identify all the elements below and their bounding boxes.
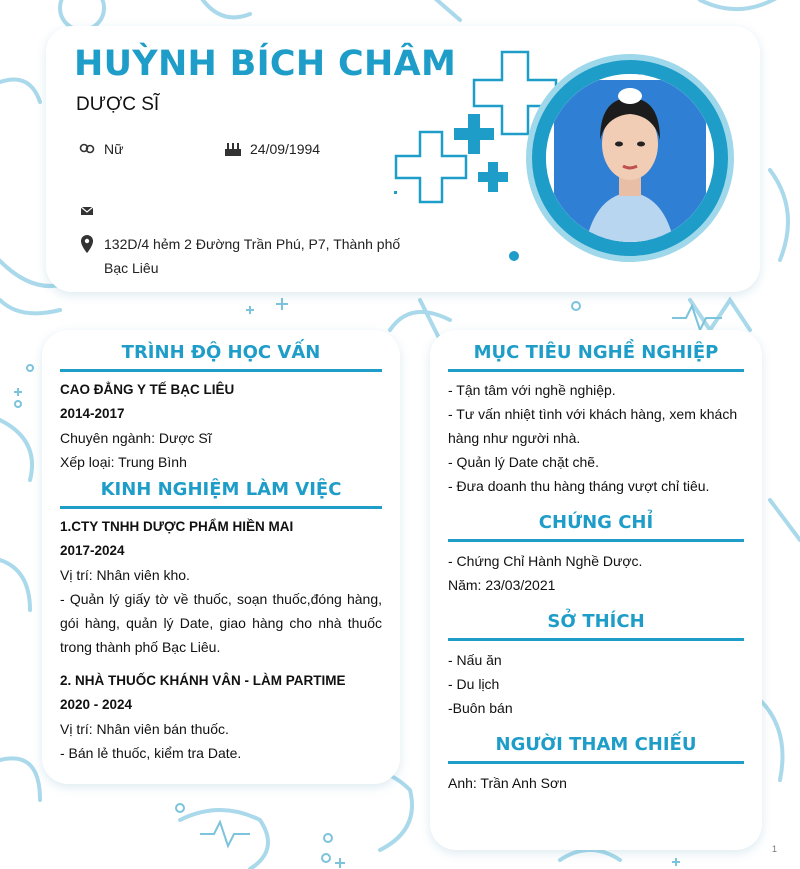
job-2-company: 2. NHÀ THUỐC KHÁNH VÂN - LÀM PARTIME xyxy=(60,673,346,688)
page-number: 1 xyxy=(772,844,778,854)
references-title: NGƯỜI THAM CHIẾU xyxy=(448,734,744,764)
profile-photo xyxy=(546,74,714,242)
education-title: TRÌNH ĐỘ HỌC VẤN xyxy=(60,342,382,372)
address-line-2: Bạc Liêu xyxy=(104,260,159,276)
job-1-description: - Quản lý giấy tờ về thuốc, soạn thuốc,đóng hàng, gói hàng, quản lý Date, giao hàng cho nhà thuốc trong thành phố Bạc Liêu. xyxy=(60,591,382,655)
job-2-position: Vị trí: Nhân viên bán thuốc. xyxy=(60,721,229,737)
objective-title: MỤC TIÊU NGHỀ NGHIỆP xyxy=(448,342,744,372)
job-1-position: Vị trí: Nhân viên kho. xyxy=(60,567,190,583)
candidate-name: HUỲNH BÍCH CHÂM xyxy=(74,44,457,84)
objective-item: - Quản lý Date chặt chẽ. xyxy=(448,454,599,470)
certificate-item: Năm: 23/03/2021 xyxy=(448,577,556,593)
certificates-title: CHỨNG CHỈ xyxy=(448,512,744,542)
location-pin-icon xyxy=(78,235,96,253)
job-title: DƯỢC SĨ xyxy=(76,94,160,115)
cake-icon xyxy=(224,140,242,158)
objective-item: - Tư vấn nhiệt tình với khách hàng, xem khách hàng như người nhà. xyxy=(448,406,738,446)
address-line-1: 132D/4 hẻm 2 Đường Trần Phú, P7, Thành phố xyxy=(104,236,401,252)
birth-date-row xyxy=(224,140,320,158)
right-column-card xyxy=(430,330,762,850)
job-2-description: - Bán lẻ thuốc, kiểm tra Date. xyxy=(60,745,242,761)
gender-icon xyxy=(78,140,96,158)
hobby-item: - Du lịch xyxy=(448,676,500,692)
hobby-item: -Buôn bán xyxy=(448,700,513,716)
email-row xyxy=(78,202,104,220)
reference-item: Anh: Trần Anh Sơn xyxy=(448,775,567,791)
address-row xyxy=(78,232,408,280)
objective-item: - Đưa doanh thu hàng tháng vượt chỉ tiêu. xyxy=(448,478,710,494)
education-school: CAO ĐẲNG Y TẾ BẠC LIÊU xyxy=(60,382,235,397)
job-1-company: 1.CTY TNHH DƯỢC PHẨM HIỀN MAI xyxy=(60,519,294,534)
left-column-card xyxy=(42,330,400,784)
certificate-item: - Chứng Chỉ Hành Nghề Dược. xyxy=(448,553,643,569)
profile-photo-frame xyxy=(526,54,734,262)
header-card xyxy=(46,26,760,292)
experience-title: KINH NGHIỆM LÀM VIỆC xyxy=(60,479,382,509)
gender-value: Nữ xyxy=(104,141,124,157)
birth-date-value: 24/09/1994 xyxy=(250,141,321,157)
job-1-years: 2017-2024 xyxy=(60,543,125,558)
education-grade: Xếp loại: Trung Bình xyxy=(60,454,187,470)
hobbies-title: SỞ THÍCH xyxy=(448,611,744,641)
objective-item: - Tận tâm với nghề nghiệp. xyxy=(448,382,616,398)
job-2-years: 2020 - 2024 xyxy=(60,697,133,712)
hobby-item: - Nấu ăn xyxy=(448,652,502,668)
education-major: Chuyên ngành: Dược Sĩ xyxy=(60,430,212,446)
education-years: 2014-2017 xyxy=(60,406,125,421)
gender-row xyxy=(78,140,123,158)
email-icon xyxy=(78,202,96,220)
